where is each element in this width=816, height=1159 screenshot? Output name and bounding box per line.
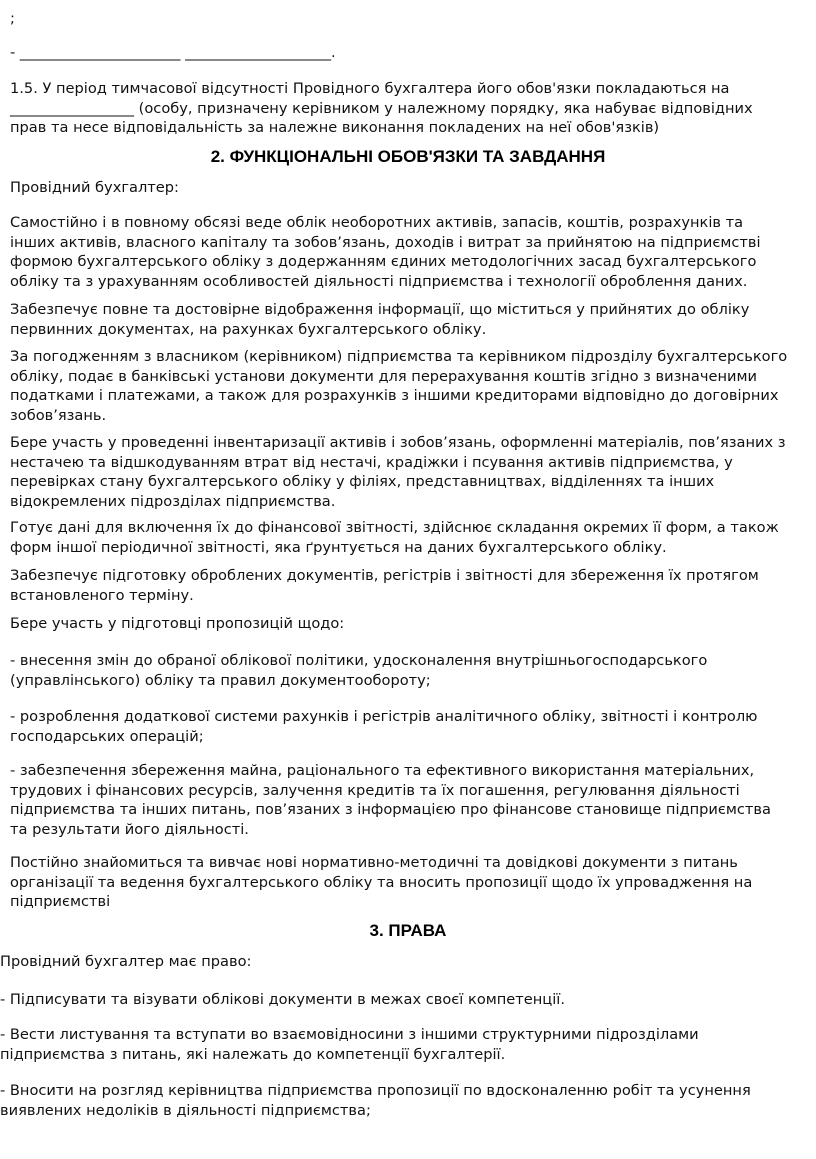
duty-paragraph: Забезпечує повне та достовірне відображення інформації, що міститься у прийнятих до обліку первинних документах, на рахунках бухгалтерського обліку. (10, 301, 750, 338)
section-3-title: 3. ПРАВА (369, 921, 447, 940)
duty-paragraph: Бере участь у підготовці пропозицій щодо: (10, 615, 345, 632)
section-3-intro: Провідний бухгалтер має право: (0, 953, 252, 970)
duty-paragraph: Забезпечує підготовку оброблених документів, регістрів і звітності для збереження їх протягом встановленого терміну. (10, 567, 759, 604)
section-2-intro: Провідний бухгалтер: (10, 179, 179, 196)
proposal-item: - забезпечення збереження майна, раціонального та ефективного використання матеріальних, трудових і фінансових ресурсів, залучення кредитів та їх погашення, регулювання діяльності підприємства та інших питань, пов’язаних з інформацією про фінансове становище підприємства та результати його діяльності. (10, 762, 771, 838)
section-2-title: 2. ФУНКЦІОНАЛЬНІ ОБОВ'ЯЗКИ ТА ЗАВДАННЯ (210, 147, 606, 166)
duty-paragraph: Готує дані для включення їх до фінансової звітності, здійснює складання окремих її форм, а також форм іншої періодичної звітності, яка ґрунтується на даних бухгалтерського обліку. (10, 519, 779, 556)
duty-paragraph: Бере участь у проведенні інвентаризації активів і зобов’язань, оформленні матеріалів, пов’язаних з нестачею та відшкодуванням втрат від нестачі, крадіжки і псування активів підприємства, у перевірках стану бухгалтерського обліку у філіях, представництвах, відділеннях та інших відокремлених підрозділах підприємства. (10, 434, 786, 510)
duty-paragraph: За погодженням з власником (керівником) підприємства та керівником підрозділу бухгалтерського обліку, подає в банківські установи документи для перерахування коштів згідно з визначеними податками і платежами, а також для розрахунків з іншими кредиторами відповідно до договірних зобов’язань. (10, 348, 788, 424)
proposal-item: - розроблення додаткової системи рахунків і регістрів аналітичного обліку, звітності і контролю господарських операцій; (10, 708, 758, 745)
semicolon-line: ; (10, 10, 15, 27)
duty-paragraph: Самостійно і в повному обсязі веде облік необоротних активів, запасів, коштів, розрахунків та інших активів, власного капіталу та зобов’язань, доходів і витрат за прийнятою на підприємстві формою бухгалтерського обліку з додержанням єдиних методологічних засад бухгалтерського обліку та з урахуванням особливостей діяльності підприємства і технології оброблення даних. (10, 214, 761, 290)
duty-paragraph: Постійно знайомиться та вивчає нові нормативно-методичні та довідкові документи з питань організації та ведення бухгалтерського обліку та вносить пропозиції щодо їх упровадження на підприємстві (10, 854, 753, 910)
right-item: - Підписувати та візувати облікові документи в межах своєї компетенції. (0, 991, 565, 1008)
paragraph-1-5: 1.5. У період тимчасової відсутності Провідного бухгалтера його обов'язки покладаються на _________________ (особу, призначену керівником у належному порядку, яка набуває відповідних прав та несе відповідальність за належне виконання покладених на неї обов'язків) (10, 80, 753, 136)
right-item: - Вносити на розгляд керівництва підприємства пропозиції по вдосконаленню робіт та усунення виявлених недоліків в діяльності підприємства; (0, 1082, 751, 1119)
proposal-item: - внесення змін до обраної облікової політики, удосконалення внутрішньогосподарського (управлінського) обліку та правил документообороту; (10, 652, 708, 689)
blank-fill-line: - ______________________ ____________________. (10, 44, 336, 61)
right-item: - Вести листування та вступати во взаємовідносини з іншими структурними підрозділами підприємства з питань, які належать до компетенції бухгалтерії. (0, 1026, 699, 1063)
